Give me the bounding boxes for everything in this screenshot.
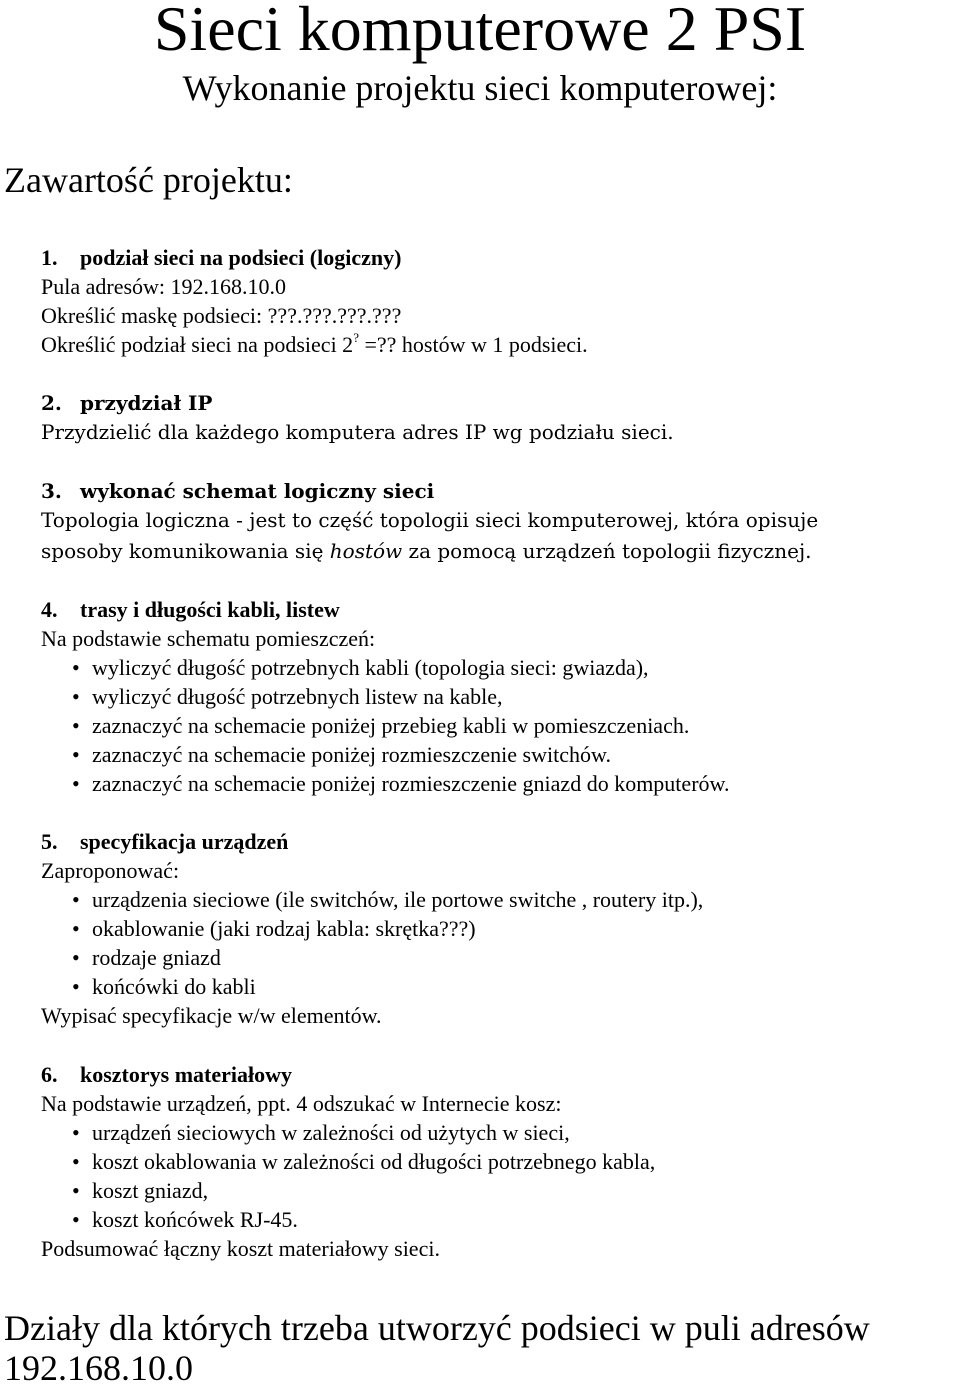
section-6-number: 6.	[41, 1062, 58, 1087]
section-4-intro: Na podstawie schematu pomieszczeń:	[41, 626, 376, 651]
section-5-outro: Wypisać specyfikacje w/w elementów.	[41, 1003, 382, 1028]
logical-topology-emphasis: hostów	[329, 539, 403, 563]
section-5-intro: Zaproponować:	[41, 858, 180, 883]
section-4-title: trasy i długości kabli, listew	[80, 597, 340, 622]
list-item-text: urządzenia sieciowe (ile switchów, ile portowe switche , routery itp.),	[92, 887, 704, 912]
list-item	[72, 916, 476, 942]
section-1-number: 1.	[41, 245, 58, 270]
bullet-icon: •	[72, 1178, 80, 1203]
contents-heading: Zawartość projektu:	[4, 160, 293, 200]
list-item	[72, 655, 649, 681]
list-item-text: okablowanie (jaki rodzaj kabla: skrętka???)	[92, 916, 476, 941]
section-3-heading	[41, 478, 434, 504]
section-2-heading	[41, 390, 212, 416]
list-item-text: zaznaczyć na schemacie poniżej rozmieszczenie gniazd do komputerów.	[92, 771, 730, 796]
list-item-text: zaznaczyć na schemacie poniżej przebieg kabli w pomieszczeniach.	[92, 713, 690, 738]
list-item	[72, 1178, 208, 1204]
section-1-heading	[41, 245, 401, 271]
list-item-text: koszt okablowania w zależności od długości potrzebnego kabla,	[92, 1149, 656, 1174]
subnet-split-post: =?? hostów w 1 podsieci.	[358, 332, 588, 357]
logical-topology-post: za pomocą urządzeń topologii fizycznej.	[402, 539, 812, 563]
list-item-text: zaznaczyć na schemacie poniżej rozmieszczenie switchów.	[92, 742, 611, 767]
list-item	[72, 713, 689, 739]
section-4-number: 4.	[41, 597, 58, 622]
bullet-icon: •	[72, 1149, 80, 1174]
subnets-heading-line-2: 192.168.10.0	[4, 1348, 193, 1388]
list-item-text: koszt końcówek RJ-45.	[92, 1207, 298, 1232]
list-item	[72, 742, 611, 768]
section-6-outro: Podsumować łączny koszt materiałowy sieci.	[41, 1236, 440, 1261]
subnet-split-text	[41, 329, 588, 358]
section-5-heading	[41, 829, 288, 855]
logical-topology-pre: sposoby komunikowania się	[41, 539, 330, 563]
bullet-icon: •	[72, 974, 80, 999]
subnet-mask-text: Określić maskę podsieci: ???.???.???.???	[41, 303, 402, 328]
subnet-split-exponent: ?	[353, 329, 359, 345]
section-2-number: 2.	[41, 391, 62, 415]
bullet-icon: •	[72, 713, 80, 738]
section-6-title: kosztorys materiałowy	[80, 1062, 293, 1087]
bullet-icon: •	[72, 1207, 80, 1232]
logical-topology-line-2	[41, 538, 812, 564]
subnet-split-pre: Określić podział sieci na podsieci 2	[41, 332, 354, 357]
bullet-icon: •	[72, 887, 80, 912]
bullet-icon: •	[72, 742, 80, 767]
list-item	[72, 1207, 298, 1233]
section-3-number: 3.	[41, 479, 62, 503]
list-item	[72, 771, 729, 797]
ip-assignment-text: Przydzielić dla każdego komputera adres IP wg podziału sieci.	[41, 420, 674, 444]
logical-topology-line-1: Topologia logiczna - jest to część topologii sieci komputerowej, która opisuje	[41, 508, 819, 532]
section-5-number: 5.	[41, 829, 58, 854]
section-6-intro: Na podstawie urządzeń, ppt. 4 odszukać w Internecie kosz:	[41, 1091, 562, 1116]
bullet-icon: •	[72, 1120, 80, 1145]
bullet-icon: •	[72, 684, 80, 709]
bullet-icon: •	[72, 945, 80, 970]
list-item	[72, 684, 503, 710]
list-item-text: rodzaje gniazd	[92, 945, 221, 970]
list-item-text: wyliczyć długość potrzebnych kabli (topologia sieci: gwiazda),	[92, 655, 649, 680]
section-2-title: przydział IP	[80, 391, 213, 415]
list-item	[72, 1120, 570, 1146]
address-pool-text: Pula adresów: 192.168.10.0	[41, 274, 287, 299]
subnets-heading-line-1: Działy dla których trzeba utworzyć podsieci w puli adresów	[4, 1308, 870, 1348]
list-item-text: końcówki do kabli	[92, 974, 256, 999]
document-title: Sieci komputerowe 2 PSI	[153, 0, 807, 64]
list-item-text: wyliczyć długość potrzebnych listew na kable,	[92, 684, 503, 709]
bullet-icon: •	[72, 771, 80, 796]
bullet-icon: •	[72, 916, 80, 941]
list-item-text: urządzeń sieciowych w zależności od użytych w sieci,	[92, 1120, 570, 1145]
bullet-icon: •	[72, 655, 80, 680]
list-item	[72, 887, 703, 913]
list-item	[72, 974, 256, 1000]
list-item	[72, 945, 221, 971]
list-item	[72, 1149, 655, 1175]
list-item-text: koszt gniazd,	[92, 1178, 209, 1203]
document-subtitle: Wykonanie projektu sieci komputerowej:	[182, 68, 778, 108]
section-3-title: wykonać schemat logiczny sieci	[80, 479, 435, 503]
section-1-title: podział sieci na podsieci (logiczny)	[80, 245, 402, 270]
section-5-title: specyfikacja urządzeń	[80, 829, 289, 854]
section-6-heading	[41, 1062, 292, 1088]
section-4-heading	[41, 597, 340, 623]
